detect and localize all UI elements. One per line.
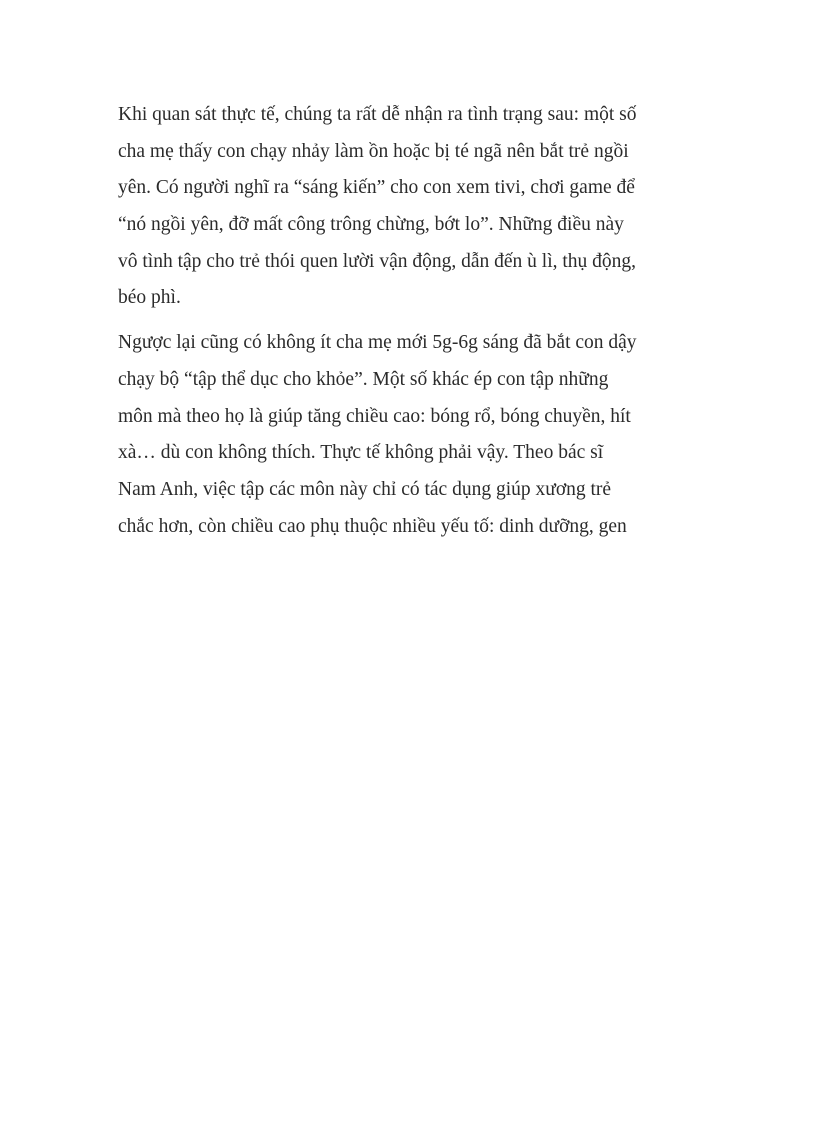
text-line: xà… dù con không thích. Thực tế không phải vậy. Theo bác sĩ	[118, 442, 604, 464]
text-line: Khi quan sát thực tế, chúng ta rất dễ nhận ra tình trạng sau: một số	[118, 104, 637, 125]
text-line: chạy bộ “tập thể dục cho khỏe”. Một số khác ép con tập những	[118, 368, 609, 390]
text-line: yên. Có người nghĩ ra “sáng kiến” cho con xem tivi, chơi game để	[118, 177, 635, 199]
text-line: môn mà theo họ là giúp tăng chiều cao: bóng rổ, bóng chuyền, hít	[118, 405, 631, 427]
text-line: cha mẹ thấy con chạy nhảy làm ồn hoặc bị té ngã nên bắt trẻ ngồi	[118, 140, 629, 162]
paragraph-1	[118, 97, 698, 317]
text-line: chắc hơn, còn chiều cao phụ thuộc nhiều yếu tố: dinh dưỡng, gen	[118, 515, 627, 537]
text-line: béo phì.	[118, 287, 181, 309]
text-line: Ngược lại cũng có không ít cha mẹ mới 5g-6g sáng đã bắt con dậy	[118, 332, 637, 354]
text-line: Nam Anh, việc tập các môn này chỉ có tác dụng giúp xương trẻ	[118, 478, 612, 500]
text-line: vô tình tập cho trẻ thói quen lười vận động, dẫn đến ù lì, thụ động,	[118, 250, 637, 272]
body-text	[118, 97, 698, 553]
text-line: “nó ngồi yên, đỡ mất công trông chừng, bớt lo”. Những điều này	[118, 214, 624, 236]
paragraph-2	[118, 325, 698, 545]
